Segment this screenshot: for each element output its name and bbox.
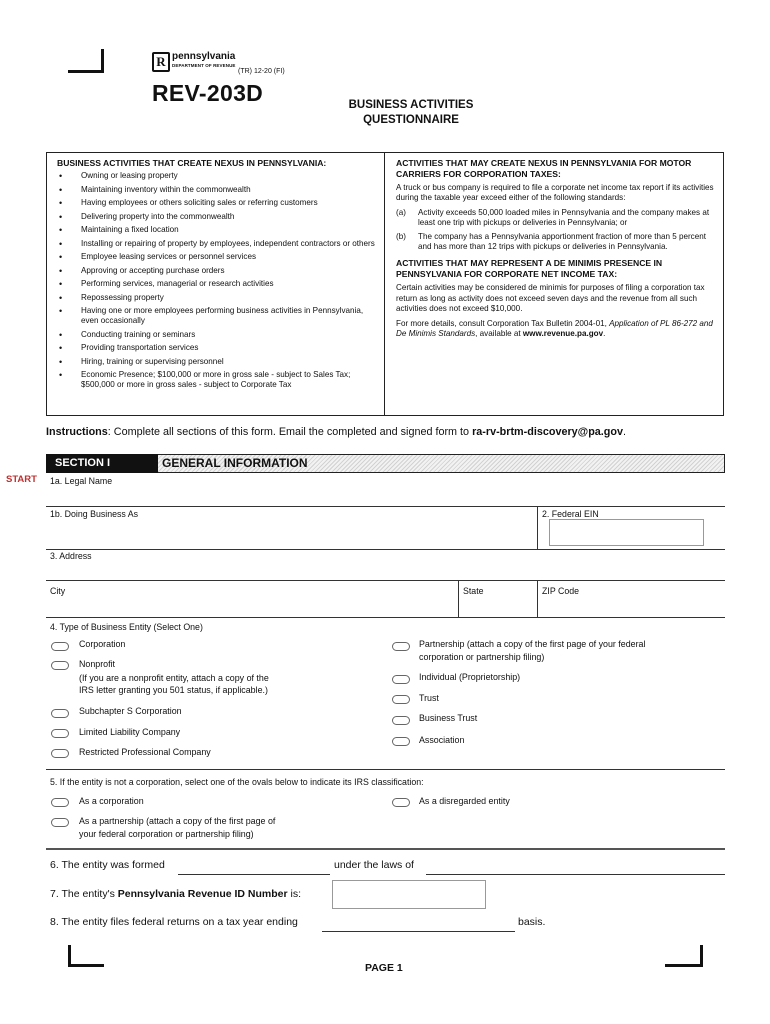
instructions-text: : Complete all sections of this form. Email the completed and signed form to xyxy=(107,426,473,438)
nonprofit-label: Nonprofit xyxy=(79,659,116,669)
divider xyxy=(46,848,725,850)
motor-carrier-heading: ACTIVITIES THAT MAY CREATE NEXUS IN PENNSYLVANIA FOR MOTOR CARRIERS FOR CORPORATION TAXES: xyxy=(396,158,692,179)
divider xyxy=(46,617,725,618)
motor-condition-a xyxy=(396,208,716,229)
pa-revenue-id-bold: Pennsylvania Revenue ID Number xyxy=(117,888,288,900)
list-item: • Performing services, managerial or research activities xyxy=(57,279,379,289)
list-item: • Providing transportation services xyxy=(57,343,379,353)
tax-year-input[interactable] xyxy=(322,931,515,932)
page-number: PAGE 1 xyxy=(365,962,403,974)
business-trust-radio[interactable] xyxy=(392,716,410,725)
more-details-mid: , available at xyxy=(475,329,523,339)
nexus-box-divider xyxy=(384,152,385,416)
section-label: SECTION I xyxy=(46,454,158,473)
condition-b-text: The company has a Pennsylvania apportionment fraction of more than 5 percent and has more than 12 trips with pickups or deliveries in Pennsylvania. xyxy=(418,231,706,252)
form-id: REV-203D xyxy=(152,80,264,106)
form-title xyxy=(330,98,492,128)
list-item: • Economic Presence; $100,000 or more in gross sale - subject to Sales Tax; $500,000 or more in gross sales - subject to Corporate Tax xyxy=(57,370,379,390)
state-label: State xyxy=(463,586,484,596)
federal-ein-input[interactable] xyxy=(549,519,704,546)
pa-revenue-id-prefix: 7. The entity's xyxy=(50,888,118,900)
list-item: • Hiring, training or supervising personnel xyxy=(57,357,379,367)
nexus-heading: BUSINESS ACTIVITIES THAT CREATE NEXUS IN PENNSYLVANIA: xyxy=(57,158,327,168)
form-title-line2: QUESTIONNAIRE xyxy=(363,114,459,126)
formation-state-label: under the laws of xyxy=(334,859,414,871)
dba-label: 1b. Doing Business As xyxy=(50,509,139,519)
business-trust-label: Business Trust xyxy=(419,713,478,723)
corporation-label: Corporation xyxy=(79,639,126,649)
restricted-professional-label: Restricted Professional Company xyxy=(79,747,211,757)
irs-classification-heading: 5. If the entity is not a corporation, select one of the ovals below to indicate its IRS classification: xyxy=(50,777,424,787)
list-item: • Repossessing property xyxy=(57,293,379,303)
tax-year-basis-label: basis. xyxy=(518,916,546,928)
condition-b-label: (b) xyxy=(396,231,406,241)
instructions-label: Instructions xyxy=(46,426,108,438)
partnership-radio[interactable] xyxy=(392,642,410,651)
list-item: • Owning or leasing property xyxy=(57,171,379,181)
logo-letter: R xyxy=(156,54,166,69)
llc-radio[interactable] xyxy=(51,729,69,738)
condition-a-label: (a) xyxy=(396,207,406,217)
disregarded-entity-label: As a disregarded entity xyxy=(419,796,510,806)
list-item: • Maintaining a fixed location xyxy=(57,225,379,235)
nexus-activity-list xyxy=(57,171,379,391)
legal-name-label: 1a. Legal Name xyxy=(50,476,113,486)
address-label: 3. Address xyxy=(50,551,92,561)
more-details xyxy=(396,319,716,340)
formation-state-input[interactable] xyxy=(426,874,725,875)
llc-label: Limited Liability Company xyxy=(79,727,181,737)
revenue-website-link[interactable]: www.revenue.pa.gov xyxy=(522,329,604,339)
individual-radio[interactable] xyxy=(392,675,410,684)
list-item: • Having employees or others soliciting sales or referring customers xyxy=(57,198,379,208)
registration-mark-bottom-left xyxy=(68,945,104,967)
instructions-suffix: . xyxy=(623,426,626,438)
motor-carrier-column xyxy=(396,158,716,343)
as-partnership-label-line1: As a partnership (attach a copy of the first page of xyxy=(79,816,276,826)
association-radio[interactable] xyxy=(392,737,410,746)
logo-name: pennsylvania xyxy=(172,51,236,62)
subchapter-s-radio[interactable] xyxy=(51,709,69,718)
as-corporation-label: As a corporation xyxy=(79,796,144,806)
formation-date-input[interactable] xyxy=(178,874,330,875)
de-minimis-heading: ACTIVITIES THAT MAY REPRESENT A DE MINIMIS PRESENCE IN PENNSYLVANIA FOR CORPORATE NET INCOME TAX: xyxy=(396,258,663,280)
tax-year-label: 8. The entity files federal returns on a tax year ending xyxy=(50,916,298,928)
list-item: • Maintaining inventory within the commonwealth xyxy=(57,185,379,195)
subchapter-s-label: Subchapter S Corporation xyxy=(79,706,182,716)
de-minimis-text: Certain activities may be considered de minimis for purposes of filing a corporation tax return as long as activity does not exceed seven days and the revenue from all such activities does not exceed $10,000. xyxy=(396,283,705,314)
as-partnership-label-line2: your federal corporation or partnership filing) xyxy=(79,829,254,839)
list-item: • Employee leasing services or personnel services xyxy=(57,252,379,262)
disregarded-entity-radio[interactable] xyxy=(392,798,410,807)
registration-mark-bottom-right xyxy=(665,945,703,967)
start-marker: START xyxy=(6,474,37,485)
form-title-line1: BUSINESS ACTIVITIES xyxy=(348,99,474,111)
corporation-radio[interactable] xyxy=(51,642,69,651)
pa-revenue-id-suffix: is: xyxy=(287,888,301,900)
nonprofit-note-line1: (If you are a nonprofit entity, attach a copy of the xyxy=(79,673,269,683)
divider xyxy=(537,506,538,549)
individual-label: Individual (Proprietorship) xyxy=(419,672,521,682)
section-title: GENERAL INFORMATION xyxy=(162,456,308,470)
as-partnership-radio[interactable] xyxy=(51,818,69,827)
zip-label: ZIP Code xyxy=(542,586,580,596)
logo-department: DEPARTMENT OF REVENUE xyxy=(172,63,236,68)
condition-a-text: Activity exceeds 50,000 loaded miles in Pennsylvania and the company makes at least one trip with pickups or deliveries in Pennsylvania; or xyxy=(418,207,710,228)
partnership-label-line2: corporation or partnership filing) xyxy=(419,652,545,662)
city-label: City xyxy=(50,586,66,596)
list-item: • Having one or more employees performing business activities in Pennsylvania, even occasionally xyxy=(57,306,379,326)
nonprofit-radio[interactable] xyxy=(51,661,69,670)
pa-revenue-logo-icon xyxy=(152,52,170,72)
form-revision-code: (TR) 12-20 (FI) xyxy=(238,68,285,75)
discovery-email-link[interactable]: ra-rv-brtm-discovery@pa.gov xyxy=(472,426,623,438)
list-item: • Installing or repairing of property by employees, independent contractors or others xyxy=(57,239,379,249)
city-field[interactable] xyxy=(46,581,458,617)
legal-name-field[interactable] xyxy=(46,474,725,506)
list-item: • Conducting training or seminars xyxy=(57,330,379,340)
zip-field[interactable] xyxy=(538,581,725,617)
motor-carrier-intro: A truck or bus company is required to file a corporate net income tax report if its activities during the taxable year exceed either of the following standards: xyxy=(396,183,714,203)
state-field[interactable] xyxy=(459,581,536,617)
entity-type-heading: 4. Type of Business Entity (Select One) xyxy=(50,622,203,632)
formation-date-label: 6. The entity was formed xyxy=(50,859,165,871)
list-item: • Approving or accepting purchase orders xyxy=(57,266,379,276)
as-corporation-radio[interactable] xyxy=(51,798,69,807)
trust-label: Trust xyxy=(419,693,439,703)
divider xyxy=(46,769,725,770)
more-details-suffix: . xyxy=(603,329,606,339)
dba-field[interactable] xyxy=(46,507,536,549)
more-details-prefix: For more details, consult Corporation Tax Bulletin 2004-01, xyxy=(396,318,610,328)
trust-radio[interactable] xyxy=(392,695,410,704)
instructions xyxy=(46,426,626,438)
registration-mark-top xyxy=(68,49,104,73)
nonprofit-note-line2: IRS letter granting you 501 status, if applicable.) xyxy=(79,685,268,695)
federal-ein-label: 2. Federal EIN xyxy=(542,509,599,519)
motor-condition-b xyxy=(396,232,716,253)
restricted-professional-radio[interactable] xyxy=(51,749,69,758)
pa-revenue-id-input[interactable] xyxy=(332,880,486,909)
nexus-activities-column xyxy=(57,158,379,394)
partnership-label-line1: Partnership (attach a copy of the first page of your federal xyxy=(419,639,646,649)
list-item: • Delivering property into the commonwealth xyxy=(57,212,379,222)
pa-revenue-id-label xyxy=(50,888,301,900)
bulletin-title: Application of PL 86-272 and De Minimis Standards xyxy=(396,318,713,339)
address-field[interactable] xyxy=(46,550,725,580)
association-label: Association xyxy=(419,735,465,745)
